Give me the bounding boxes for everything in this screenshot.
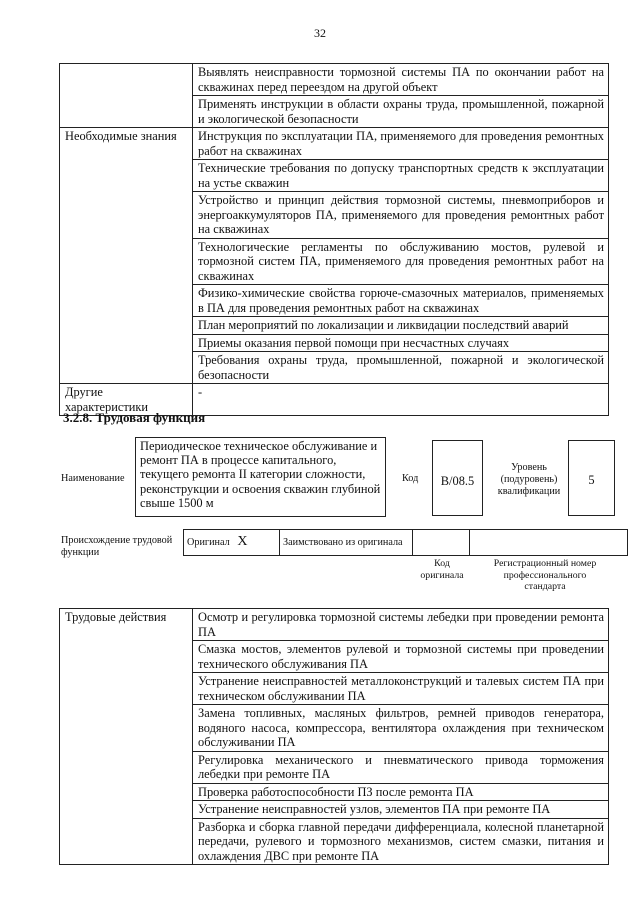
table-cell: План мероприятий по локализации и ликвидации последствий аварий (193, 317, 609, 335)
table-cell: Осмотр и регулировка тормозной системы лебедки при проведении ремонта ПА (193, 609, 609, 641)
name-label: Наименование (61, 473, 125, 484)
reg-number-caption: Регистрационный номер профессионального стандарта (493, 558, 597, 592)
code-box: В/08.5 (432, 440, 483, 516)
function-name-box: Периодическое техническое обслуживание и ремонт ПА в процессе капитального, текущего ремонта II категории сложности, реконструкции и освоения скважин глубиной свыше 1500 м (135, 437, 386, 517)
table-cell: Устранение неисправностей металлоконструкций и талевых систем ПА при техническом обслуживании ПА (193, 673, 609, 705)
labor-actions-table (59, 608, 609, 865)
table-cell: Инструкция по эксплуатации ПА, применяемого для проведения ремонтных работ на скважинах (193, 128, 609, 160)
table-row (60, 609, 609, 641)
origin-code-cell (413, 530, 470, 556)
table-cell: Технические требования по допуску транспортных средств к эксплуатации на устье скважин (193, 160, 609, 192)
table-cell: Технологические регламенты по обслуживанию мостов, рулевой и тормозной систем ПА, применяемого для проведения ремонтных работ на скважинах (193, 238, 609, 285)
borrowed-label: Заимствовано из оригинала (280, 530, 413, 556)
origin-table (183, 529, 628, 556)
table-cell: Регулировка механического и пневматического привода торможения лебедки при ремонте ПА (193, 751, 609, 783)
table-row (60, 64, 609, 96)
table-cell: Разборка и сборка главной передачи дифференциала, колесной планетарной передачи, рулевого и тормозного механизмов, систем смазки, питания и охлаждения ДВС при ремонте ПА (193, 818, 609, 865)
row-label-labor-actions: Трудовые действия (60, 609, 193, 865)
table-cell: Устранение неисправностей узлов, элементов ПА при ремонте ПА (193, 801, 609, 819)
table-row (60, 128, 609, 160)
table-row (184, 530, 628, 556)
table-cell: Проверка работоспособности ПЗ после ремонта ПА (193, 783, 609, 801)
table-cell: - (193, 384, 609, 416)
original-mark: X (237, 534, 248, 550)
level-label: Уровень (подуровень) квалификации (497, 462, 561, 497)
code-original-caption: Код оригинала (420, 558, 464, 581)
level-box: 5 (568, 440, 615, 516)
table-cell: Применять инструкции в области охраны труда, промышленной, пожарной и экологической безопасности (193, 96, 609, 128)
original-label: Оригинал (187, 537, 230, 549)
code-label: Код (402, 473, 419, 484)
table-cell: Замена топливных, масляных фильтров, ремней приводов генератора, водяного насоса, компрессора, вентилятора охлаждения при техническом обслуживании ПА (193, 705, 609, 752)
table-cell: Физико-химические свойства горюче-смазочных материалов, применяемых в ПА для проведения ремонтных работ на скважинах (193, 285, 609, 317)
row-label-knowledge: Необходимые знания (60, 128, 193, 384)
table-cell: Требования охраны труда, промышленной, пожарной и экологической безопасности (193, 352, 609, 384)
table-cell: Смазка мостов, элементов рулевой и тормозной системы при проведении технического обслуживания ПА (193, 641, 609, 673)
table-cell: Приемы оказания первой помощи при несчастных случаях (193, 334, 609, 352)
skills-knowledge-table (59, 63, 609, 416)
section-title: 3.2.8. Трудовая функция (63, 410, 206, 425)
table-cell: Выявлять неисправности тормозной системы ПА по окончании работ на скважинах перед переездом на другой объект (193, 64, 609, 96)
origin-reg-cell (470, 530, 628, 556)
origin-label: Происхождение трудовой функции (61, 535, 173, 558)
original-cell (184, 530, 280, 556)
row-label-skills (60, 64, 193, 128)
table-cell: Устройство и принцип действия тормозной системы, пневмоприборов и энергоаккумуляторов ПА, применяемого для проведения ремонтных работ на скважинах (193, 192, 609, 239)
page-number: 32 (314, 26, 326, 40)
row-label-other: Другие характеристики (60, 384, 193, 416)
